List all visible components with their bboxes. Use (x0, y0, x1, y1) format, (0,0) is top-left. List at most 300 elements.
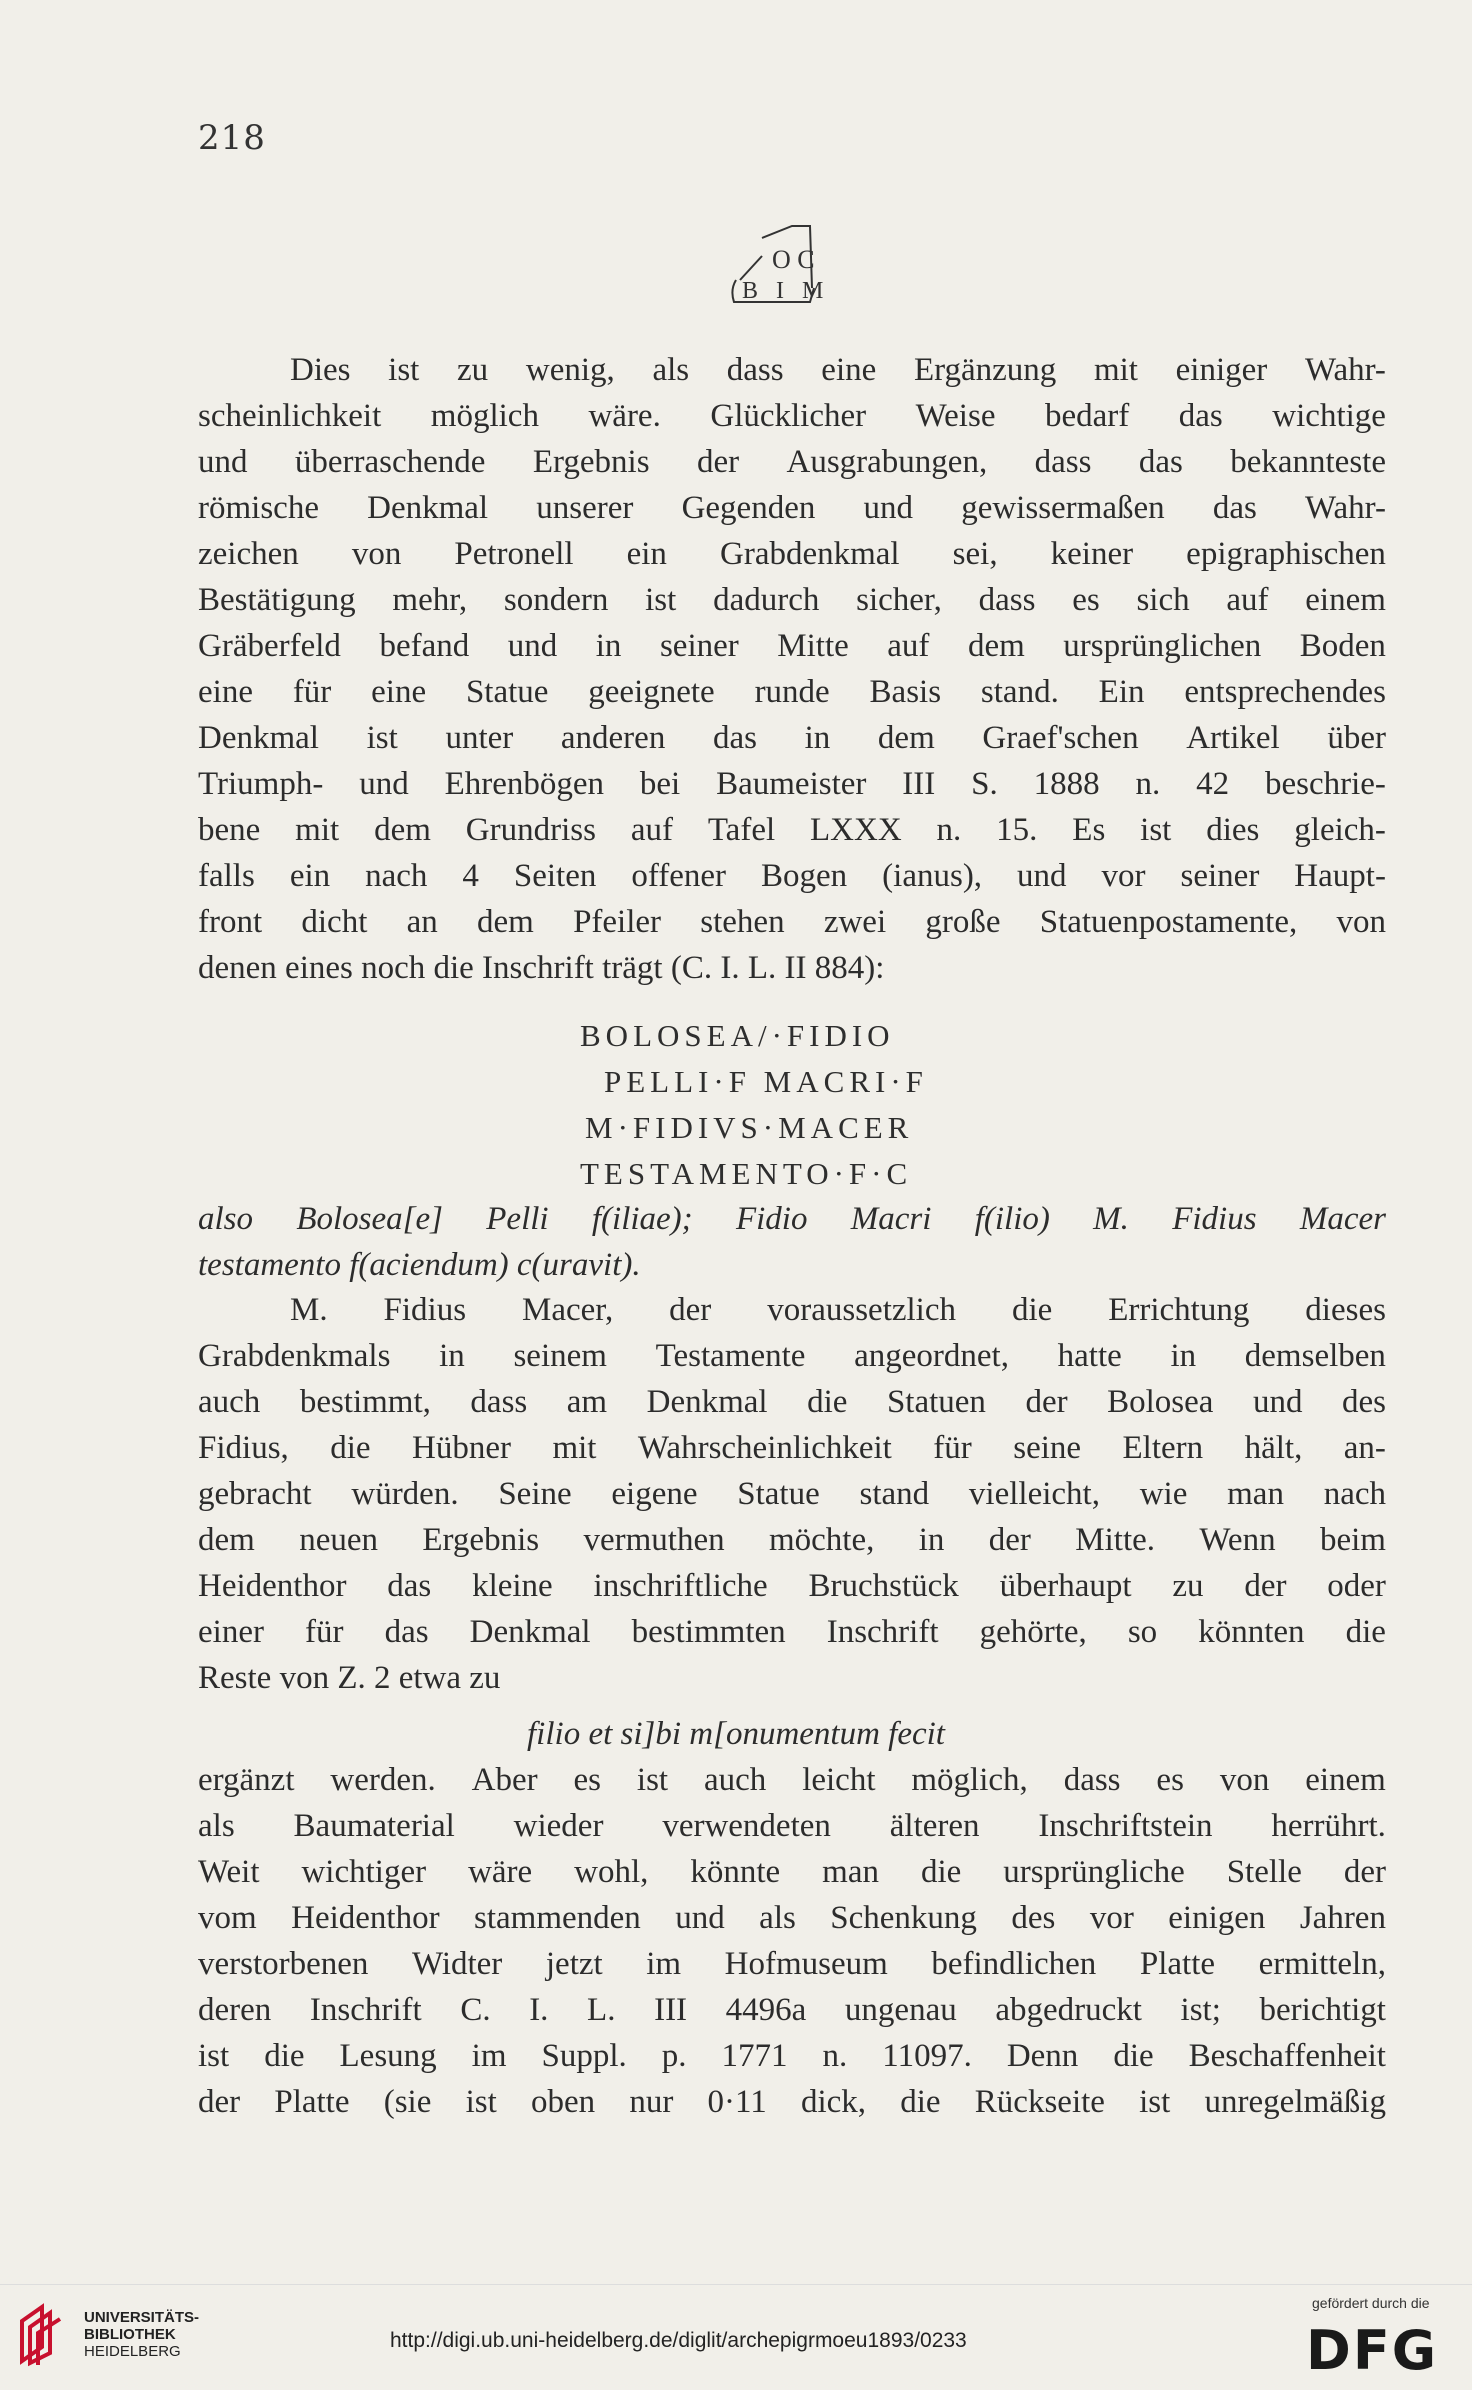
word: oben (530, 2084, 596, 2120)
text-line (198, 347, 1386, 393)
word: und (507, 628, 558, 664)
word: Hübner (412, 1430, 511, 1466)
word: Denkmal (469, 1614, 591, 1650)
paragraph-3 (198, 1287, 1386, 1701)
word: Dies (290, 352, 351, 388)
word: Baumeister (716, 766, 867, 802)
text-line (198, 1803, 1386, 1849)
inscription-line: PELLI·F MACRI·F (604, 1064, 928, 1099)
word: Statue (737, 1476, 820, 1512)
word: M. (290, 1292, 328, 1328)
word: S. (971, 766, 998, 802)
word: nach (1323, 1476, 1386, 1512)
word: demselben (1244, 1338, 1386, 1374)
word: 0·11 (707, 2084, 767, 2120)
word: ein (626, 536, 667, 572)
word: wohl, (574, 1854, 649, 1890)
footer-bar (0, 2284, 1472, 2390)
paragraph-4 (198, 1757, 1386, 2125)
word: Inschriftstein (1038, 1808, 1213, 1844)
word: unserer (536, 490, 634, 526)
word: zeichen (198, 536, 299, 572)
word: zu (457, 352, 489, 388)
word: ist (388, 352, 420, 388)
word: Statue (465, 674, 549, 710)
word: Fidius (1172, 1201, 1257, 1237)
word: ein (289, 858, 331, 894)
word: Heidenthor (198, 1568, 347, 1604)
word: seiner (659, 628, 739, 664)
word: dem (967, 628, 1025, 664)
word: abgedruckt (995, 1992, 1142, 2028)
text-line (198, 899, 1386, 945)
word: seiner (1180, 858, 1260, 894)
fragment-bottom-letters: B I M (742, 278, 830, 304)
word: die (330, 1430, 371, 1466)
word: Inschrift (309, 1992, 422, 2028)
word: Macer, (522, 1292, 614, 1328)
word: Grabdenkmals (198, 1338, 391, 1374)
word: Fidius (383, 1292, 467, 1328)
word: beschrie- (1264, 766, 1386, 802)
word: kleine (472, 1568, 553, 1604)
word: möchte, (768, 1522, 875, 1558)
word: die (1011, 1292, 1053, 1328)
text-line (198, 623, 1386, 669)
word: und (198, 444, 248, 480)
word: Beschaffenheit (1188, 2038, 1386, 2074)
word: Statuenpostamente, (1039, 904, 1298, 940)
word: so (1127, 1614, 1158, 1650)
word: bei (639, 766, 681, 802)
text-line (198, 1895, 1386, 1941)
word: ermitteln, (1258, 1946, 1386, 1982)
word: Grundriss (465, 812, 596, 848)
text-line (198, 807, 1386, 853)
text-line (198, 485, 1386, 531)
word: einer (198, 1614, 264, 1650)
word: sich (1136, 582, 1190, 618)
word: L. (587, 1992, 616, 2028)
word: III (654, 1992, 688, 2028)
word: das (384, 1614, 429, 1650)
word: sondern (503, 582, 609, 618)
word: der (1343, 1854, 1386, 1890)
fragment-sketch (722, 218, 872, 328)
word: (ianus), (882, 858, 983, 894)
inscription-fragment-drawing (722, 218, 872, 328)
word: das (712, 720, 757, 756)
word: auf (630, 812, 673, 848)
word: Tafel (707, 812, 776, 848)
text-line (198, 2079, 1386, 2125)
text-line: denen eines noch die Inschrift trägt (C. I. L. II 884): (198, 950, 885, 986)
word: bene (198, 812, 261, 848)
word: und (1017, 858, 1067, 894)
word: 11097. (882, 2038, 972, 2074)
word: 42 (1196, 766, 1230, 802)
word: angeordnet, (854, 1338, 1009, 1374)
word: nur (629, 2084, 674, 2120)
word: Bolosea[e] (296, 1201, 443, 1237)
word: bestimmten (631, 1614, 786, 1650)
word: würden. (351, 1476, 459, 1512)
word: herrührt. (1271, 1808, 1386, 1844)
word: dicht (301, 904, 368, 940)
word: in (918, 1522, 945, 1558)
word: jetzt (545, 1946, 603, 1982)
text-line (198, 531, 1386, 577)
text-line (198, 669, 1386, 715)
word: auch (198, 1384, 261, 1420)
library-name (84, 2309, 199, 2360)
word: Baumaterial (293, 1808, 455, 1844)
word: Bestätigung (198, 582, 356, 618)
word: Wahr- (1304, 352, 1386, 388)
word: unter (445, 720, 514, 756)
word: als (652, 352, 690, 388)
word: es (1156, 1762, 1184, 1798)
word: Heidenthor (291, 1900, 440, 1936)
word: Grabdenkmal (720, 536, 900, 572)
word: C. (460, 1992, 491, 2028)
text-line (198, 853, 1386, 899)
word: vom (198, 1900, 257, 1936)
word: Statuen (886, 1384, 986, 1420)
word: nach (365, 858, 428, 894)
word: stand (859, 1476, 930, 1512)
word: ist (636, 1762, 669, 1798)
word: ist (366, 720, 398, 756)
word: Haupt- (1294, 858, 1386, 894)
word: ist (1139, 2084, 1171, 2120)
text-line (198, 761, 1386, 807)
word: ursprüngliche (1003, 1854, 1185, 1890)
word: für (292, 674, 332, 710)
word: dem (374, 812, 431, 848)
inscription-line: M·FIDIVS·MACER (585, 1110, 914, 1145)
word: n. (1135, 766, 1161, 802)
word: inschriftliche (593, 1568, 768, 1604)
text-line (198, 2033, 1386, 2079)
word: einem (1305, 1762, 1386, 1798)
word: mit (295, 812, 340, 848)
text-line (198, 1849, 1386, 1895)
word: Seiten (513, 858, 597, 894)
word: Pfeiler (573, 904, 662, 940)
text-line (198, 1196, 1386, 1242)
word: stehen (700, 904, 785, 940)
word: Weit (198, 1854, 260, 1890)
word: Aber (471, 1762, 538, 1798)
word: der (1025, 1384, 1068, 1420)
word: mit (552, 1430, 597, 1466)
word: Fidius, (198, 1430, 289, 1466)
word: 15. (996, 812, 1038, 848)
word: die (807, 1384, 848, 1420)
word: Ehrenbögen (444, 766, 605, 802)
word: am (566, 1384, 608, 1420)
word: eine (821, 352, 877, 388)
word: Denn (1006, 2038, 1079, 2074)
word: Es (1072, 812, 1106, 848)
word: der (988, 1522, 1031, 1558)
word: möglich, (911, 1762, 1028, 1798)
word: es (573, 1762, 602, 1798)
word: wieder (513, 1808, 604, 1844)
library-name-line: BIBLIOTHEK (84, 2326, 176, 2343)
word: vielleicht, (968, 1476, 1100, 1512)
word: des (1341, 1384, 1386, 1420)
word: 4496a (725, 1992, 807, 2028)
word: für (933, 1430, 972, 1466)
word: Wenn (1199, 1522, 1276, 1558)
word: Rückseite (974, 2084, 1105, 2120)
text-line (198, 393, 1386, 439)
word: dieses (1305, 1292, 1386, 1328)
word: gebracht (198, 1476, 312, 1512)
text-line (198, 1941, 1386, 1987)
word: dass (1063, 1762, 1121, 1798)
word: zu (1172, 1568, 1204, 1604)
word: Ein (1098, 674, 1145, 710)
word: seine (1013, 1430, 1082, 1466)
word: Ausgrabungen, (786, 444, 988, 480)
word: und (1252, 1384, 1303, 1420)
word: zwei (823, 904, 887, 940)
word: vor (1101, 858, 1146, 894)
word: hält, (1244, 1430, 1303, 1466)
word: ungenau (844, 1992, 957, 2028)
word: runde (754, 674, 830, 710)
word: neuen (299, 1522, 378, 1558)
word: 1888 (1033, 766, 1100, 802)
word: sicher, (856, 582, 942, 618)
word: Basis (869, 674, 942, 710)
word: Triumph- (198, 766, 324, 802)
inscription-block (0, 1013, 1472, 1197)
word: voraussetzlich (767, 1292, 957, 1328)
word: die (920, 1854, 962, 1890)
word: Bolosea (1107, 1384, 1214, 1420)
word: an (406, 904, 438, 940)
word: ergänzt (198, 1762, 295, 1798)
word: man (822, 1854, 879, 1890)
word: M. (1093, 1201, 1129, 1237)
word: könnten (1198, 1614, 1305, 1650)
word: anderen (560, 720, 666, 756)
word: Denkmal (198, 720, 319, 756)
word: dick, (800, 2084, 867, 2120)
word: das (1178, 398, 1223, 434)
word: ist (198, 2038, 230, 2074)
word: auf (887, 628, 930, 664)
word: überraschende (294, 444, 486, 480)
word: front (198, 904, 263, 940)
word: entsprechendes (1184, 674, 1386, 710)
word: man (1227, 1476, 1284, 1512)
word: ist (465, 2084, 497, 2120)
word: Bogen (761, 858, 848, 894)
word: der (696, 444, 740, 480)
word: n. (936, 812, 962, 848)
word: Bruchstück (808, 1568, 959, 1604)
word: dem (877, 720, 935, 756)
word: offener (631, 858, 727, 894)
text-line (198, 1563, 1386, 1609)
word: stand. (980, 674, 1059, 710)
word: Inschrift (826, 1614, 939, 1650)
fragment-top-letters: O C (772, 245, 815, 274)
word: in (595, 628, 622, 664)
word: Wahrscheinlichkeit (637, 1430, 892, 1466)
word: als (198, 1808, 235, 1844)
word: Petronell (454, 536, 574, 572)
word: an- (1343, 1430, 1386, 1466)
word: Weise (915, 398, 996, 434)
text-line (198, 1287, 1386, 1333)
word: LXXX (810, 812, 902, 848)
word: in (1170, 1338, 1197, 1374)
word: gleich- (1294, 812, 1386, 848)
paragraph-1 (198, 347, 1386, 991)
word: dadurch (713, 582, 820, 618)
word: bekannteste (1230, 444, 1386, 480)
word: Suppl. (541, 2038, 627, 2074)
word: auch (704, 1762, 767, 1798)
text-line (198, 439, 1386, 485)
word: Glücklicher (710, 398, 867, 434)
word: älteren (889, 1808, 980, 1844)
word: einem (1305, 582, 1386, 618)
word: es (1072, 582, 1100, 618)
word: hatte (1057, 1338, 1122, 1374)
word: Denkmal (646, 1384, 768, 1420)
word: ist (645, 582, 677, 618)
word: der (669, 1292, 712, 1328)
word: I. (529, 1992, 549, 2028)
word: gehörte, (979, 1614, 1087, 1650)
word: dies (1206, 812, 1260, 848)
word: stammenden (474, 1900, 641, 1936)
word: Denkmal (367, 490, 489, 526)
word: einigen (1168, 1900, 1266, 1936)
text-line (198, 1987, 1386, 2033)
word: Ergebnis (422, 1522, 540, 1558)
word: befindlichen (931, 1946, 1097, 1982)
word: wie (1139, 1476, 1188, 1512)
word: das (1138, 444, 1183, 480)
word: p. (661, 2038, 687, 2074)
word: auf (1226, 582, 1269, 618)
word: im (646, 1946, 682, 1982)
word: geeignete (588, 674, 715, 710)
word: das (387, 1568, 432, 1604)
word: die (900, 2084, 941, 2120)
word: 4 (462, 858, 479, 894)
word: ist (1140, 812, 1172, 848)
word: für (305, 1614, 344, 1650)
word: von (351, 536, 402, 572)
word: dass (470, 1384, 528, 1420)
word: das (1212, 490, 1257, 526)
source-url-link[interactable]: http://digi.ub.uni-heidelberg.de/diglit/archepigrmoeu1893/0233 (390, 2329, 967, 2352)
word: dass (978, 582, 1036, 618)
library-name-line: HEIDELBERG (84, 2343, 181, 2360)
word: deren (198, 1992, 272, 2028)
word: beim (1319, 1522, 1386, 1558)
word: falls (198, 858, 255, 894)
word: die (1113, 2038, 1154, 2074)
word: dem (477, 904, 534, 940)
word: die (1345, 1614, 1386, 1650)
word: und (359, 766, 409, 802)
word: wichtige (1272, 398, 1386, 434)
word: (sie (383, 2084, 432, 2120)
word: über (1327, 720, 1386, 756)
word: römische (198, 490, 319, 526)
word: gewissermaßen (961, 490, 1165, 526)
word: Boden (1299, 628, 1386, 664)
word: möglich (430, 398, 539, 434)
word: Macri (850, 1201, 932, 1237)
word: unregelmäßig (1204, 2084, 1386, 2120)
word: überhaupt (999, 1568, 1132, 1604)
word: Fidio (735, 1201, 808, 1237)
word: verstorbenen (198, 1946, 369, 1982)
word: leicht (802, 1762, 876, 1798)
paragraph-2 (198, 1196, 1386, 1288)
word: der (1244, 1568, 1287, 1604)
word: vermuthen (583, 1522, 725, 1558)
word: Widter (412, 1946, 503, 1982)
word: epigraphischen (1186, 536, 1386, 572)
word: dass (726, 352, 784, 388)
word: und (863, 490, 914, 526)
funded-by-label: gefördert durch die (1312, 2295, 1430, 2311)
text-line (198, 1609, 1386, 1655)
word: Testamente (655, 1338, 806, 1374)
word: von (1219, 1762, 1270, 1798)
word: Seine (498, 1476, 572, 1512)
word: scheinlichkeit (198, 398, 382, 434)
word: 1771 (721, 2038, 788, 2074)
word: einiger (1175, 352, 1268, 388)
word: der (198, 2084, 241, 2120)
word: also (198, 1201, 254, 1237)
text-line (198, 1333, 1386, 1379)
word: des (1011, 1900, 1056, 1936)
text-line (198, 1517, 1386, 1563)
word: in (804, 720, 831, 756)
word: bedarf (1044, 398, 1130, 434)
word: seinem (513, 1338, 607, 1374)
word: Schenkung (830, 1900, 977, 1936)
word: berichtigt (1259, 1992, 1386, 2028)
word: dem (198, 1522, 255, 1558)
word: von (1336, 904, 1386, 940)
restoration-line: filio et si]bi m[onumentum fecit (527, 1716, 945, 1752)
word: im (471, 2038, 507, 2074)
word: bestimmt, (299, 1384, 431, 1420)
inscription-line: BOLOSEA/·FIDIO (580, 1018, 895, 1053)
word: wäre (468, 1854, 533, 1890)
word: Errichtung (1108, 1292, 1250, 1328)
word: die (264, 2038, 305, 2074)
word: Ergänzung (913, 352, 1057, 388)
word: in (439, 1338, 465, 1374)
library-logo-icon (16, 2301, 68, 2367)
